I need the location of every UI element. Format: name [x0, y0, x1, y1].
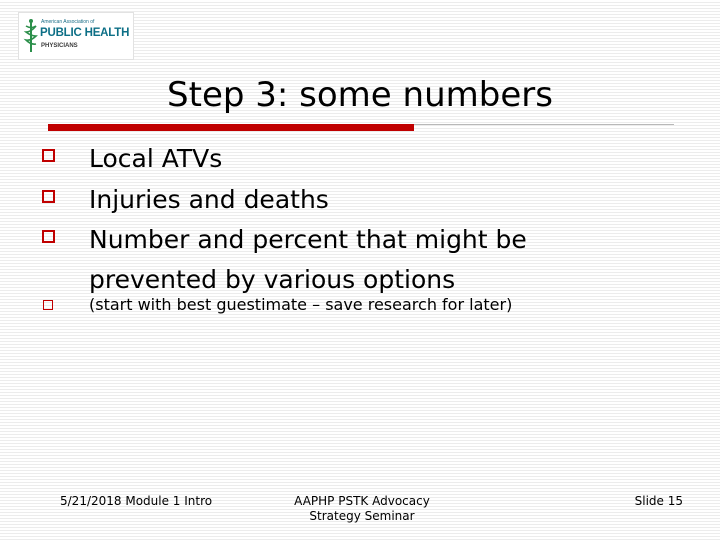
- checkbox-bullet-icon: [42, 230, 55, 243]
- bullet-item: [40, 292, 680, 322]
- logo-line-small: American Association of: [41, 19, 95, 25]
- caduceus-icon: [23, 18, 39, 54]
- bullet-item: [40, 180, 680, 220]
- bullet-item: [40, 139, 680, 179]
- logo-line-big: PUBLIC HEALTH: [40, 27, 130, 39]
- footer-event-title: AAPHP PSTK Advocacy Strategy Seminar: [294, 494, 430, 523]
- bullet-text: Local ATVs: [89, 144, 223, 173]
- checkbox-bullet-icon: [42, 149, 55, 162]
- bullet-text: Injuries and deaths: [89, 185, 329, 214]
- bullet-text: (start with best guestimate – save research for later): [89, 295, 513, 314]
- checkbox-bullet-icon: [42, 190, 55, 203]
- slide-title: Step 3: some numbers: [167, 75, 553, 115]
- bullet-text: Number and percent that might be prevented by various options: [89, 225, 527, 294]
- title-underline-rule: [414, 124, 674, 125]
- logo-line-sub: PHYSICIANS: [41, 43, 78, 49]
- title-underline-accent: [48, 124, 414, 131]
- footer-date-module: 5/21/2018 Module 1 Intro: [60, 494, 213, 508]
- bullet-item: [40, 220, 680, 300]
- aaphp-logo: [18, 12, 134, 60]
- checkbox-bullet-icon: [43, 300, 53, 310]
- footer-slide-number: Slide 15: [634, 494, 683, 508]
